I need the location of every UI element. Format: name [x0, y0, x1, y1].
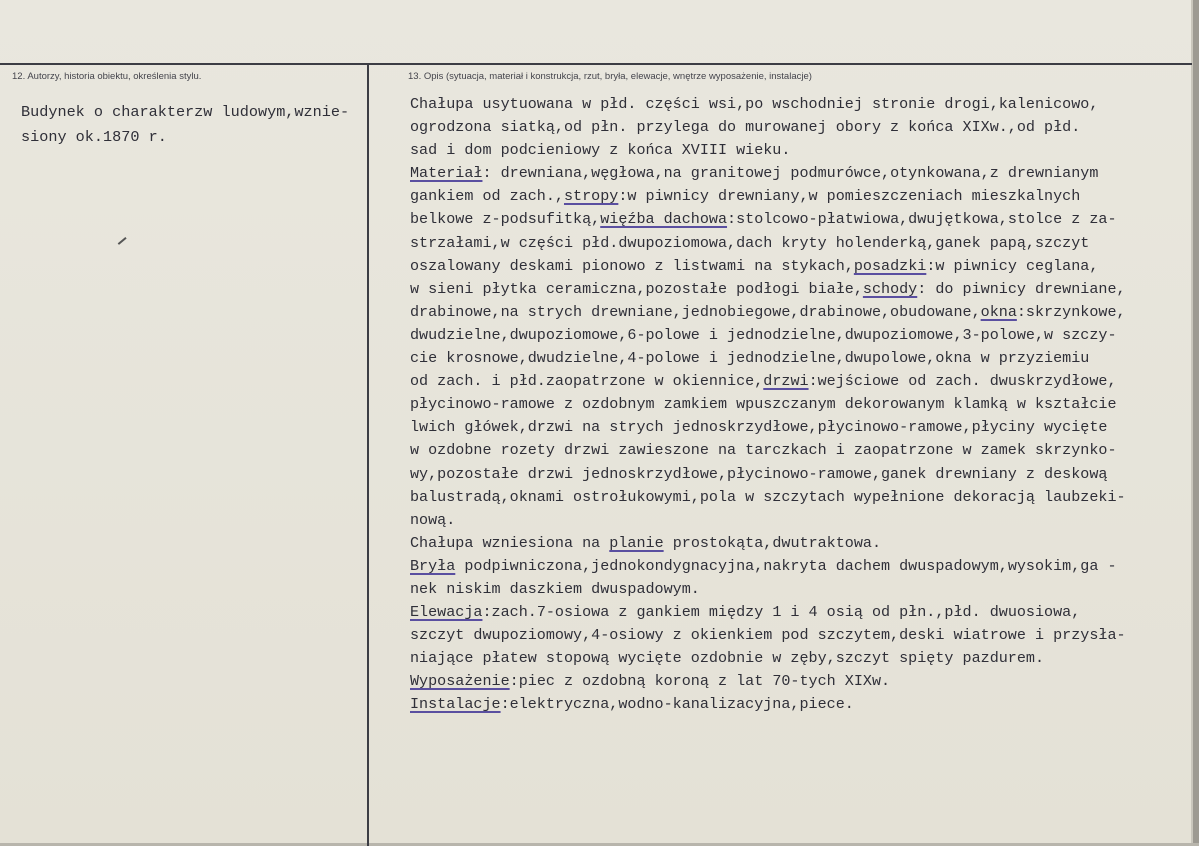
text-line — [410, 463, 1126, 486]
section-heading: posadzki — [853, 256, 927, 275]
text-segment: lwich główek,drzwi na strych jednoskrzydłowe,płycinowo-ramowe,płyciny wycięte — [410, 418, 1108, 437]
text-line — [410, 601, 1126, 624]
text-segment: gankiem od zach., — [410, 187, 564, 206]
text-segment: w ozdobne rozety drzwi zawieszone na tarczkach i zaopatrzone w zamek skrzynko- — [410, 441, 1117, 460]
text-line — [410, 693, 1126, 716]
text-segment: :piec z ozdobną koroną z lat 70-tych XIXw. — [509, 672, 891, 691]
text-line — [410, 116, 1126, 139]
text-line — [410, 93, 1126, 116]
text-segment: balustradą,oknami ostrołukowymi,pola w szczytach wypełnione dekoracją laubzeki- — [410, 487, 1126, 506]
text-line — [410, 185, 1126, 208]
column-divider — [367, 63, 369, 846]
text-segment: Chałupa usytuowana w płd. części wsi,po wschodniej stronie drogi,kalenicowo, — [410, 95, 1099, 113]
page-edge-shadow — [1193, 0, 1199, 846]
text-line — [410, 670, 1126, 693]
text-line — [410, 278, 1126, 301]
text-segment: : drewniana,węgłowa,na granitowej podmurówce,otynkowana,z drewnianym — [482, 164, 1099, 183]
header-rule — [0, 63, 1192, 65]
text-segment: dwudzielne,dwupoziomowe,6-polowe i jednodzielne,dwupoziomowe,3-polowe,w szczy- — [410, 325, 1117, 344]
text-segment: belkowe z-podsufitką, — [410, 210, 601, 229]
page-edge-highlight — [1191, 0, 1193, 846]
text-segment: :w piwnicy ceglana, — [926, 256, 1099, 275]
text-segment: nową. — [410, 510, 456, 529]
text-line — [410, 347, 1126, 370]
text-line — [410, 301, 1126, 324]
text-segment: sad i dom podcieniowy z końca XVIII wieku. — [410, 141, 791, 160]
text-segment: od zach. i płd.zaopatrzone w okiennice, — [410, 372, 764, 391]
text-line — [410, 139, 1126, 162]
text-line — [410, 255, 1126, 278]
text-line — [410, 578, 1126, 601]
text-segment: płycinowo-ramowe z ozdobnym zamkiem wpuszczanym dekorowanym klamką w kształcie — [410, 395, 1117, 414]
text-segment: ogrodzona siatką,od płn. przylega do murowanej obory z końca XIXw.,od płd. — [410, 118, 1081, 137]
section-heading: więźba dachowa — [600, 210, 728, 229]
text-line — [410, 162, 1126, 185]
text-line: siony ok.1870 r. — [21, 128, 167, 146]
text-segment: szczyt dwupoziomowy,4-osiowy z okienkiem pod szczytem,deski wiatrowe i przysła- — [410, 626, 1126, 645]
text-segment: Chałupa wzniesiona na — [410, 533, 610, 552]
text-line — [410, 232, 1126, 255]
section-heading: Bryła — [410, 556, 456, 575]
text-line — [410, 393, 1126, 416]
text-line — [410, 324, 1126, 347]
text-line — [410, 416, 1126, 439]
section-heading: Instalacje — [410, 695, 501, 714]
description-text — [410, 93, 1126, 717]
section-13-header: 13. Opis (sytuacja, materiał i konstrukcja, rzut, bryła, elewacje, wnętrze wyposażenie, instalacje) — [408, 71, 812, 82]
authors-history-text — [21, 100, 349, 150]
text-segment: :stolcowo-płatwiowa,dwujętkowa,stolce z za- — [727, 210, 1117, 229]
text-segment: niające płatew stopową wycięte ozdobnie w zęby,szczyt spięty pazdurem. — [410, 649, 1045, 668]
text-segment: podpiwniczona,jednokondygnacyjna,nakryta dachem dwuspadowym,wysokim,ga - — [455, 556, 1117, 575]
section-heading: drzwi — [763, 372, 809, 391]
text-segment: prostokąta,dwutraktowa. — [663, 533, 882, 552]
text-segment: strzałami,w części płd.dwupoziomowa,dach kryty holenderką,ganek papą,szczyt — [410, 233, 1090, 252]
text-line — [410, 208, 1126, 231]
section-heading: okna — [980, 302, 1017, 321]
section-heading: Materiał — [410, 164, 483, 183]
text-line — [410, 486, 1126, 509]
text-line — [410, 624, 1126, 647]
text-line: Budynek o charakterzw ludowym,wznie- — [21, 103, 350, 121]
text-segment: cie krosnowe,dwudzielne,4-polowe i jednodzielne,dwupolowe,okna w przyziemiu — [410, 349, 1090, 368]
text-segment: :wejściowe od zach. dwuskrzydłowe, — [808, 372, 1117, 391]
section-heading: stropy — [563, 187, 619, 206]
text-segment: :elektryczna,wodno-kanalizacyjna,piece. — [500, 695, 854, 714]
text-segment: drabinowe,na strych drewniane,jednobiegowe,drabinowe,obudowane, — [410, 302, 981, 321]
text-segment: :zach.7-osiowa z gankiem między 1 i 4 osią od płn.,płd. dwuosiowa, — [482, 603, 1081, 622]
text-line — [410, 555, 1126, 578]
text-segment: oszalowany deskami pionowo z listwami na stykach, — [410, 256, 854, 275]
text-segment: nek niskim daszkiem dwuspadowym. — [410, 579, 700, 598]
text-segment: :w piwnicy drewniany,w pomieszczeniach mieszkalnych — [618, 187, 1081, 206]
section-heading: planie — [609, 533, 664, 552]
text-line — [410, 532, 1126, 555]
text-segment: wy,pozostałe drzwi jednoskrzydłowe,płycinowo-ramowe,ganek drewniany z deskową — [410, 464, 1108, 483]
section-12-header: 12. Autorzy, historia obiektu, określenia stylu. — [12, 71, 202, 82]
text-line — [410, 439, 1126, 462]
text-line — [410, 509, 1126, 532]
section-heading: schody — [862, 279, 918, 298]
text-segment: : do piwnicy drewniane, — [917, 279, 1126, 298]
text-segment: :skrzynkowe, — [1016, 302, 1126, 321]
section-heading: Elewacja — [410, 603, 483, 622]
text-line — [410, 647, 1126, 670]
text-line — [410, 370, 1126, 393]
section-heading: Wyposażenie — [410, 672, 510, 691]
text-segment: w sieni płytka ceramiczna,pozostałe podłogi białe, — [410, 279, 863, 298]
